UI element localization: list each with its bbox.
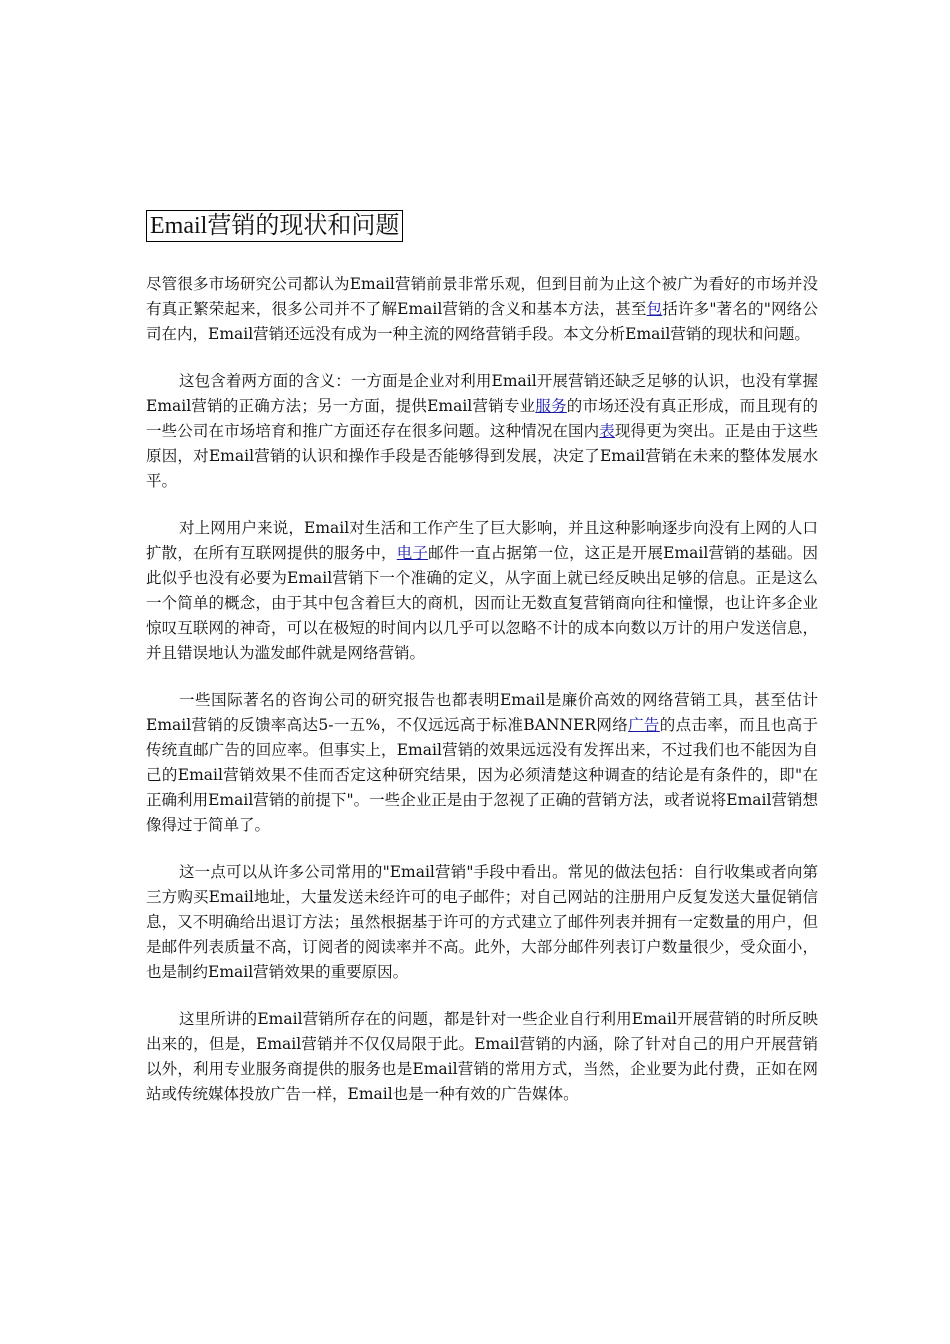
paragraph-1-text-b: 括许多"著名的"网络公司在内，Email营销还远没有成为一种主流的网络营销手段。本文分析Email营销的现状和问题。 [146, 300, 818, 343]
paragraph-6-text: 这里所讲的Email营销所存在的问题，都是针对一些企业自行利用Email开展营销的时所反映出来的，但是，Email营销并不仅仅局限于此。Email营销的内涵，除了针对自己的用户开展营销以外，利用专业服务商提供的服务也是Email营销的常用方式，当然，企业要为此付费，正如在网站或传统媒体投放广告一样，Email也是一种有效的广告媒体。 [146, 1010, 818, 1103]
paragraph-4 [146, 688, 818, 838]
link-guanggao[interactable]: 广告 [628, 716, 660, 734]
paragraph-2-text-b: 的市场还没有真正形成，而且现有的一些公司在市场培育和推广方面还存在很多问题。这种情况在国内 [146, 397, 818, 440]
paragraph-5-text: 这一点可以从许多公司常用的"Email营销"手段中看出。常见的做法包括：自行收集或者向第三方购买Email地址，大量发送未经许可的电子邮件；对自己网站的注册用户反复发送大量促销信息，又不明确给出退订方法；虽然根据基于许可的方式建立了邮件列表并拥有一定数量的用户，但是邮件列表质量不高，订阅者的阅读率并不高。此外，大部分邮件列表订户数量很少，受众面小，也是制约Email营销效果的重要原因。 [146, 863, 818, 981]
link-fuwu[interactable]: 服务 [535, 397, 567, 415]
link-biao[interactable]: 表 [599, 422, 615, 440]
paragraph-3-text-b: 邮件一直占据第一位，这正是开展Email营销的基础。因此似乎也没有必要为Email营销下一个准确的定义，从字面上就已经反映出足够的信息。正是这么一个简单的概念，由于其中包含着巨大的商机，因而让无数直复营销商向往和憧憬，也让许多企业惊叹互联网的神奇，可以在极短的时间内以几乎可以忽略不计的成本向数以万计的用户发送信息，并且错误地认为滥发邮件就是网络营销。 [146, 544, 818, 662]
paragraph-2-text-a: 这包含着两方面的含义：一方面是企业对利用Email开展营销还缺乏足够的认识，也没有掌握Email营销的正确方法；另一方面，提供Email营销专业 [146, 372, 818, 415]
link-dianzi[interactable]: 电子 [396, 544, 429, 562]
paragraph-3 [146, 516, 818, 666]
paragraph-4-text-b: 的点击率，而且也高于传统直邮广告的回应率。但事实上，Email营销的效果远远没有发挥出来，不过我们也不能因为自己的Email营销效果不佳而否定这种研究结果，因为必须清楚这种调查的结论是有条件的，即"在正确利用Email营销的前提下"。一些企业正是由于忽视了正确的营销方法，或者说将Email营销想像得过于简单了。 [146, 716, 818, 834]
paragraph-2 [146, 369, 818, 494]
paragraph-3-text-a: 对上网用户来说，Email对生活和工作产生了巨大影响，并且这种影响逐步向没有上网的人口扩散，在所有互联网提供的服务中， [146, 519, 818, 562]
paragraph-4-text-a: 一些国际著名的咨询公司的研究报告也都表明Email是廉价高效的网络营销工具，甚至估计Email营销的反馈率高达5-一五%，不仅远远高于标准BANNER网络 [146, 691, 818, 734]
document-page [146, 210, 818, 1107]
document-title: Email营销的现状和问题 [146, 210, 403, 242]
paragraph-6 [146, 1007, 818, 1107]
paragraph-2-text-c: 现得更为突出。正是由于这些原因，对Email营销的认识和操作手段是否能够得到发展，决定了Email营销在未来的整体发展水平。 [146, 422, 818, 490]
paragraph-1 [146, 272, 818, 347]
link-bao[interactable]: 包 [646, 300, 663, 318]
paragraph-5 [146, 860, 818, 985]
paragraph-1-text-a: 尽管很多市场研究公司都认为Email营销前景非常乐观，但到目前为止这个被广为看好的市场并没有真正繁荣起来，很多公司并不了解Email营销的含义和基本方法，甚至 [146, 275, 818, 318]
